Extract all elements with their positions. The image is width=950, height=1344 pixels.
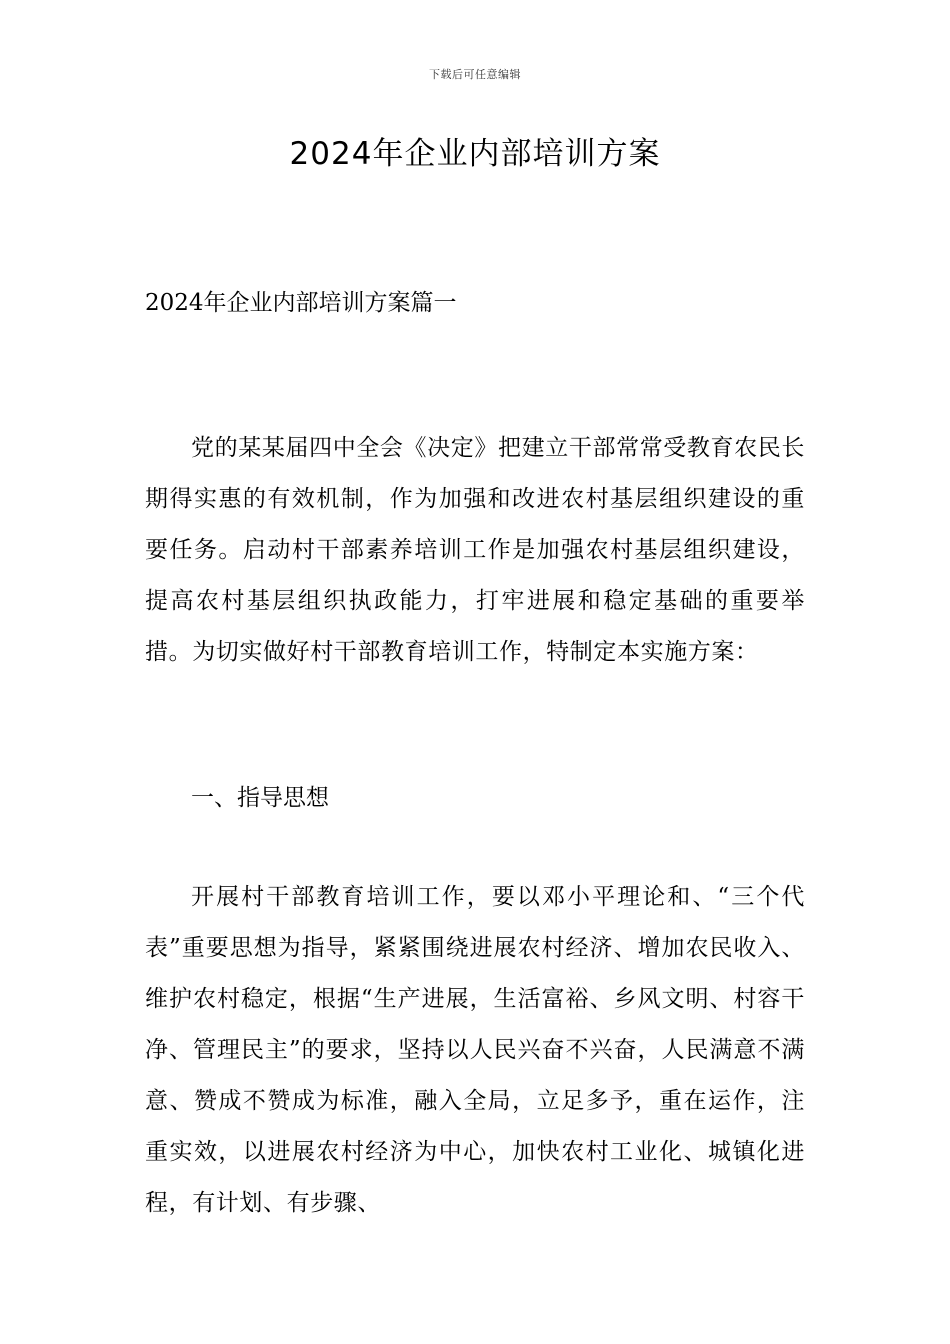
- body-paragraph: 党的某某届四中全会《决定》把建立干部常常受教育农民长期得实惠的有效机制，作为加强和改进农村基层组织建设的重要任务。启动村干部素养培训工作是加强农村基层组织建设，提高农村基层组织执政能力，打牢进展和稳定基础的重要举措。为切实做好村干部教育培训工作，特制定本实施方案：: [145, 435, 805, 665]
- body-paragraph: 开展村干部教育培训工作，要以邓小平理论和、“三个代表”重要思想为指导，紧紧围绕进展农村经济、增加农民收入、维护农村稳定，根据“生产进展，生活富裕、乡风文明、村容干净、管理民主”的要求，坚持以人民兴奋不兴奋，人民满意不满意、赞成不赞成为标准，融入全局，立足多予，重在运作，注重实效，以进展农村经济为中心，加快农村工业化、城镇化进程，有计划、有步骤、: [145, 884, 805, 1216]
- document-subtitle: 2024年企业内部培训方案篇一: [145, 290, 457, 316]
- section-heading: 一、指导思想: [191, 785, 329, 811]
- document-title: 2024年企业内部培训方案: [289, 136, 661, 172]
- header-note: 下载后可任意编辑: [429, 68, 521, 81]
